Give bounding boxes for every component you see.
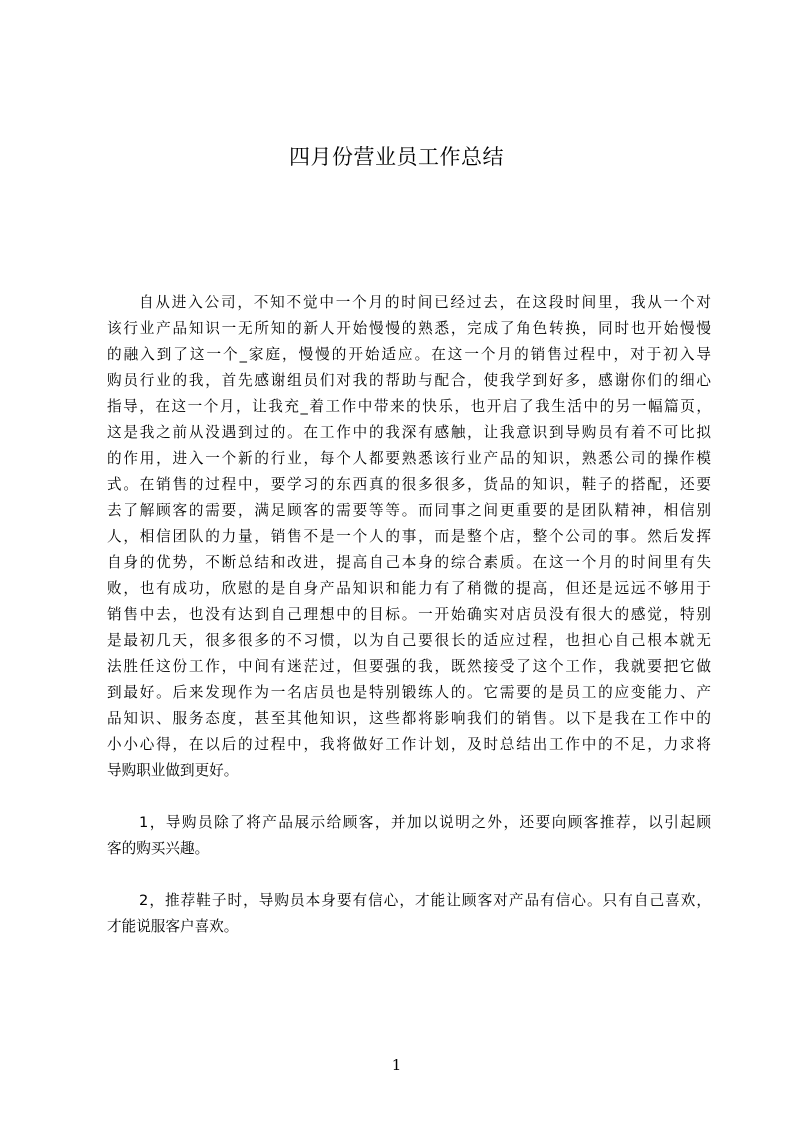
- document-body: [107, 290, 711, 940]
- paragraph-line: 该行业产品知识一无所知的新人开始慢慢的熟悉，完成了角色转换，同时也开始慢慢: [107, 320, 711, 337]
- paragraph-line: 到最好。后来发现作为一名店员也是特别锻练人的。它需要的是员工的应变能力、产: [107, 684, 711, 701]
- paragraph-line: 导购职业做到更好。: [107, 762, 239, 779]
- paragraph-line: 2，推荐鞋子时，导购员本身要有信心，才能让顾客对产品有信心。只有自己喜欢，: [139, 892, 711, 909]
- document-title: 四月份营业员工作总结: [289, 145, 504, 169]
- paragraph-3: [107, 888, 711, 940]
- paragraph-line: 购员行业的我，首先感谢组员们对我的帮助与配合，使我学到好多，感谢你们的细心: [107, 372, 711, 389]
- paragraph-1: [107, 290, 711, 784]
- paragraph-line: 法胜任这份工作，中间有迷茫过，但要强的我，既然接受了这个工作，我就要把它做: [107, 658, 711, 675]
- paragraph-spacer: [107, 862, 711, 888]
- paragraph-line: 的融入到了这一个_家庭，慢慢的开始适应。在这一个月的销售过程中，对于初入导: [107, 346, 711, 363]
- paragraph-line: 是最初几天，很多很多的不习惯，以为自己要很长的适应过程，也担心自己根本就无: [107, 632, 711, 649]
- paragraph-2: [107, 810, 711, 862]
- paragraph-line: 败，也有成功，欣慰的是自身产品知识和能力有了稍微的提高，但还是远远不够用于: [107, 580, 711, 597]
- paragraph-line: 自身的优势，不断总结和改进，提高自己本身的综合素质。在这一个月的时间里有失: [107, 554, 711, 571]
- paragraph-line: 销售中去，也没有达到自己理想中的目标。一开始确实对店员没有很大的感觉，特别: [107, 606, 711, 623]
- paragraph-line: 1，导购员除了将产品展示给顾客，并加以说明之外，还要向顾客推荐，以引起顾: [139, 814, 711, 831]
- paragraph-line: 的作用，进入一个新的行业，每个人都要熟悉该行业产品的知识，熟悉公司的操作模: [107, 450, 711, 467]
- paragraph-spacer: [107, 784, 711, 810]
- paragraph-line: 这是我之前从没遇到过的。在工作中的我深有感触，让我意识到导购员有着不可比拟: [107, 424, 711, 441]
- paragraph-line: 人，相信团队的力量，销售不是一个人的事，而是整个店，整个公司的事。然后发挥: [107, 528, 711, 545]
- paragraph-line: 式。在销售的过程中，要学习的东西真的很多很多，货品的知识，鞋子的搭配，还要: [107, 476, 711, 493]
- paragraph-line: 小小心得，在以后的过程中，我将做好工作计划，及时总结出工作中的不足，力求将: [107, 736, 711, 753]
- page-number: 1: [391, 1056, 402, 1074]
- paragraph-line: 才能说服客户喜欢。: [107, 918, 239, 935]
- paragraph-line: 指导，在这一个月，让我充_着工作中带来的快乐，也开启了我生活中的另一幅篇页，: [107, 398, 711, 415]
- paragraph-line: 自从进入公司，不知不觉中一个月的时间已经过去，在这段时间里，我从一个对: [139, 294, 711, 311]
- paragraph-line: 品知识、服务态度，甚至其他知识，这些都将影响我们的销售。以下是我在工作中的: [107, 710, 711, 727]
- paragraph-line: 客的购买兴趣。: [107, 840, 210, 857]
- paragraph-line: 去了解顾客的需要，满足顾客的需要等等。而同事之间更重要的是团队精神，相信别: [107, 502, 711, 519]
